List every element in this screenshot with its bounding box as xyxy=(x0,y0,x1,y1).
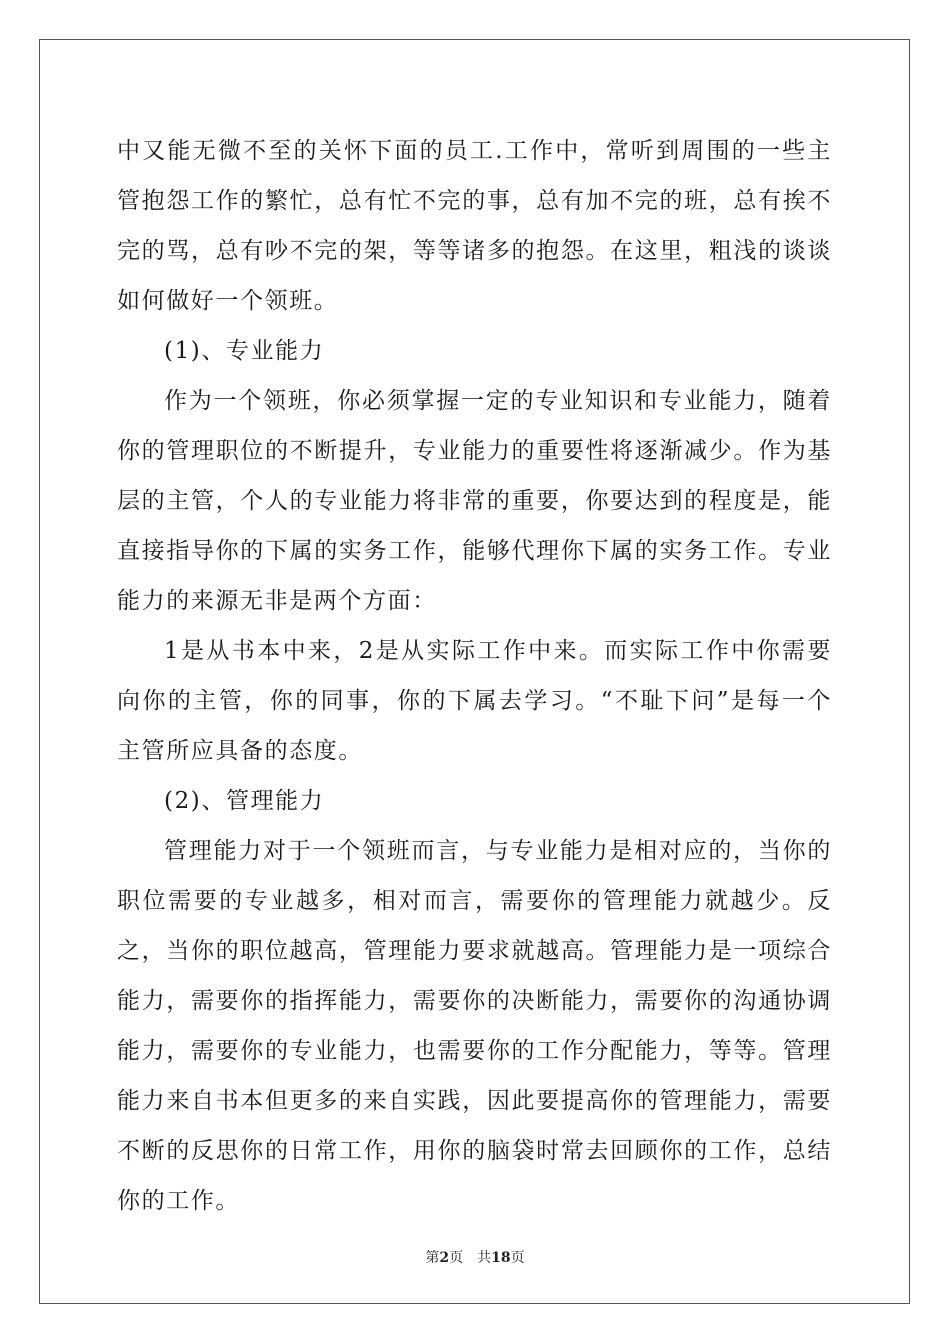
document-body xyxy=(117,126,832,1226)
total-suffix: 页 xyxy=(510,1250,525,1266)
paragraph-professional-ability: 作为一个领班，你必须掌握一定的专业知识和专业能力，随着你的管理职位的不断提升，专业能力的重要性将逐渐减少。作为基层的主管，个人的专业能力将非常的重要，你要达到的程度是，能直接指导你的下属的实务工作，能够代理你下属的实务工作。专业能力的来源无非是两个方面： xyxy=(117,388,832,614)
heading-management-ability: (2)、管理能力 xyxy=(164,788,325,814)
page-footer xyxy=(0,1248,950,1268)
paragraph-learning-sources: 1是从书本中来，2是从实际工作中来。而实际工作中你需要向你的主管，你的同事，你的下属去学习。“不耻下问”是每一个主管所应具备的态度。 xyxy=(117,638,832,764)
page-number: 2 xyxy=(439,1250,450,1266)
paragraph-intro: 中又能无微不至的关怀下面的员工.工作中，常听到周围的一些主管抱怨工作的繁忙，总有忙不完的事，总有加不完的班，总有挨不完的骂，总有吵不完的架，等等诸多的抱怨。在这里，粗浅的谈谈如何做好一个领班。 xyxy=(117,138,832,314)
page-prefix: 第 xyxy=(425,1250,440,1266)
total-pages: 18 xyxy=(491,1250,511,1266)
total-prefix: 共 xyxy=(477,1250,492,1266)
paragraph-management-ability: 管理能力对于一个领班而言，与专业能力是相对应的，当你的职位需要的专业越多，相对而言，需要你的管理能力就越少。反之，当你的职位越高，管理能力要求就越高。管理能力是一项综合能力，需要你的指挥能力，需要你的决断能力，需要你的沟通协调能力，需要你的专业能力，也需要你的工作分配能力，等等。管理能力来自书本但更多的来自实践，因此要提高你的管理能力，需要不断的反思你的日常工作，用你的脑袋时常去回顾你的工作，总结你的工作。 xyxy=(117,838,832,1214)
page-suffix: 页 xyxy=(449,1250,464,1266)
heading-professional-ability: (1)、专业能力 xyxy=(164,338,325,364)
